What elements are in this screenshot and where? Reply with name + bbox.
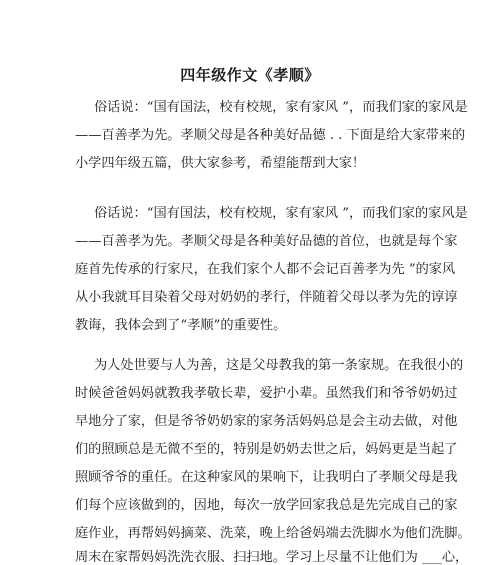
paragraph-2-line-4: 从小我就耳目染着父母对奶奶的孝行，伴随着父母以孝为先的谆谆 [75, 290, 458, 305]
paragraph-1-line-2: ——百善孝为先。孝顺父母是各种美好品德 . . 下面是给大家带来的 [75, 128, 466, 143]
paragraph-1-line-3: 小学四年级五篇，供大家参考，希望能帮到大家！ [75, 156, 366, 171]
paragraph-2-line-2: ——百善孝为先。孝顺父母是各种美好品德的首位，也就是每个家 [75, 234, 458, 249]
paragraph-2-line-1: 俗话说：“国有国法，校有校规，家有家风 ”，而我们家的家风是 [94, 206, 468, 221]
paragraph-3-line-4: 们的照顾总是无微不至的，特别是奶奶去世之后，妈妈更是当起了 [75, 442, 458, 457]
paragraph-3-line-1: 为人处世要与人为善，这是父母教我的第一条家规。在我很小的 [94, 358, 464, 373]
paragraph-3-line-2: 时候爸爸妈妈就教我孝敬长辈，爱护小辈。虽然我们和爷爷奶奶过 [75, 386, 458, 401]
paragraph-1-line-1: 俗话说：“国有国法，校有校规，家有家风 ”，而我们家的家风是 [94, 100, 468, 115]
paragraph-3-line-8: 周末在家帮妈妈洗洗衣服、扫扫地。学习上尽量不让他们为 ___心， [75, 550, 469, 565]
document-title: 四年级作文《孝顺》 [180, 66, 320, 84]
paragraph-3-line-7: 庭作业，再帮妈妈摘菜、洗菜，晚上给爸妈端去洗脚水为他们洗脚。 [75, 526, 471, 541]
paragraph-3-line-3: 早地分了家，但是爷爷奶奶家的家务活妈妈总是会主动去做，对他 [75, 414, 458, 429]
paragraph-2-line-5: 教诲，我体会到了“孝顺”的重要性。 [75, 318, 287, 333]
paragraph-3-line-6: 们每个应该做到的，因地，每次一放学回家我总是先完成自己的家 [75, 498, 458, 513]
paragraph-3-line-5: 照顾爷爷的重任。在这种家风的果响下，让我明白了孝顺父母是我 [75, 470, 458, 485]
paragraph-2-line-3: 庭首先传承的行家尺，在我们家个人都不会记百善孝为先 ”的家风 [75, 262, 456, 277]
